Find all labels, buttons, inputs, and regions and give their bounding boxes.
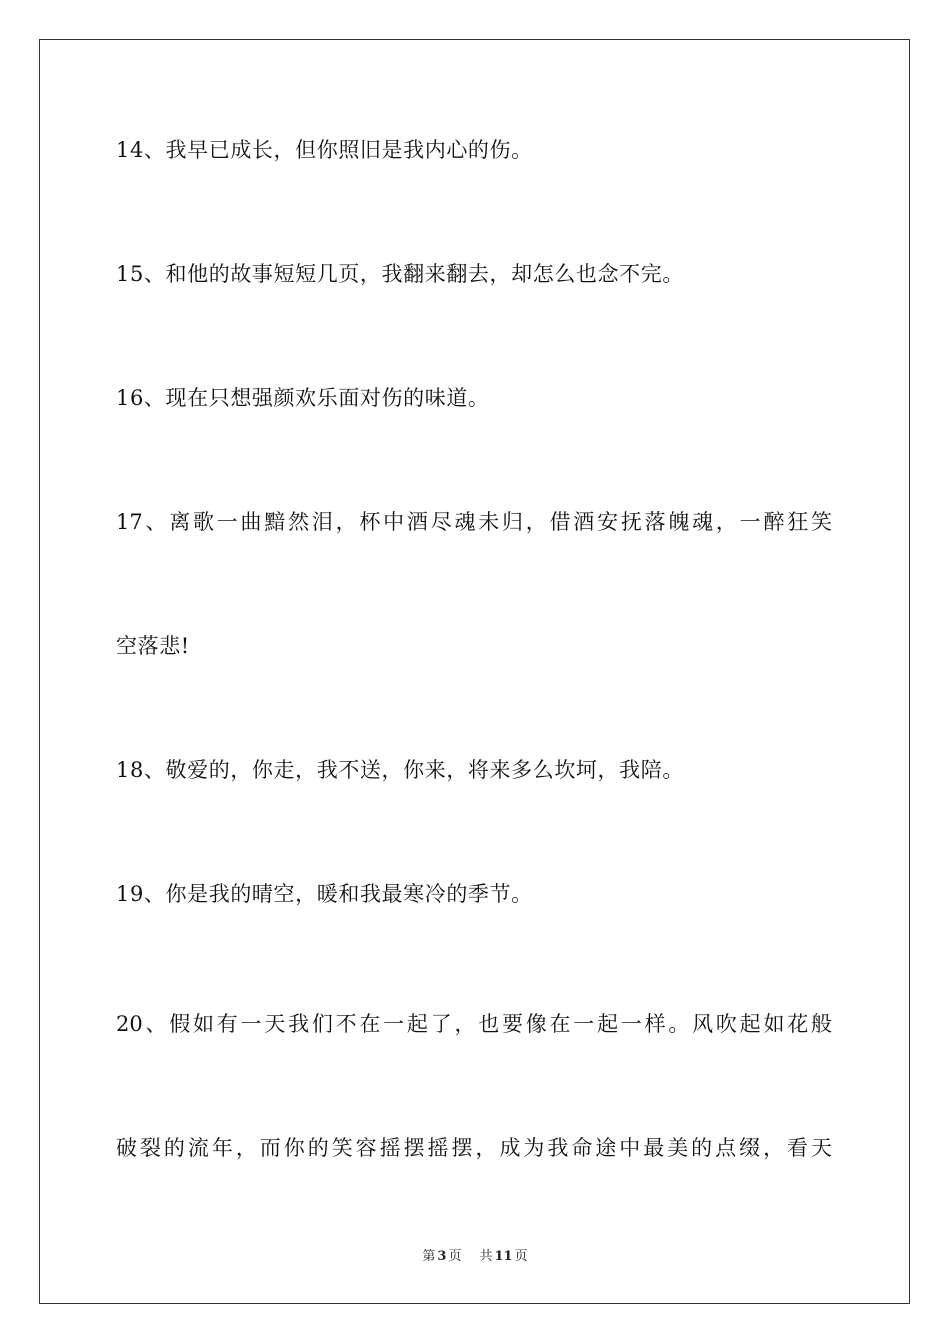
- paragraph-19: 19、你是我的晴空，暖和我最寒冷的季节。: [116, 882, 533, 906]
- footer-page-current: 3: [437, 1249, 447, 1264]
- footer-page-total: 11: [494, 1249, 513, 1264]
- paragraph-18: 18、敬爱的，你走，我不送，你来，将来多么坎坷，我陪。: [116, 758, 684, 782]
- paragraph-20-line-2: 破裂的流年，而你的笑容摇摆摇摆，成为我命途中最美的点缀，看天: [116, 1136, 832, 1160]
- footer-page-unit: 页: [448, 1249, 462, 1264]
- page-footer: [0, 1248, 950, 1266]
- page-border: [39, 39, 910, 1304]
- paragraph-17-line-2: 空落悲!: [116, 634, 190, 658]
- footer-page-prefix: 第: [422, 1249, 436, 1264]
- paragraph-15: 15、和他的故事短短几页，我翻来翻去，却怎么也念不完。: [116, 262, 684, 286]
- paragraph-16: 16、现在只想强颜欢乐面对伤的味道。: [116, 386, 490, 410]
- footer-total-unit: 页: [514, 1249, 528, 1264]
- paragraph-14: 14、我早已成长，但你照旧是我内心的伤。: [116, 138, 533, 162]
- footer-total-prefix: 共: [479, 1249, 493, 1264]
- paragraph-20-line-1: 20、假如有一天我们不在一起了，也要像在一起一样。风吹起如花般: [116, 1012, 832, 1036]
- paragraph-17-line-1: 17、离歌一曲黯然泪，杯中酒尽魂未归，借酒安抚落魄魂，一醉狂笑: [116, 510, 832, 534]
